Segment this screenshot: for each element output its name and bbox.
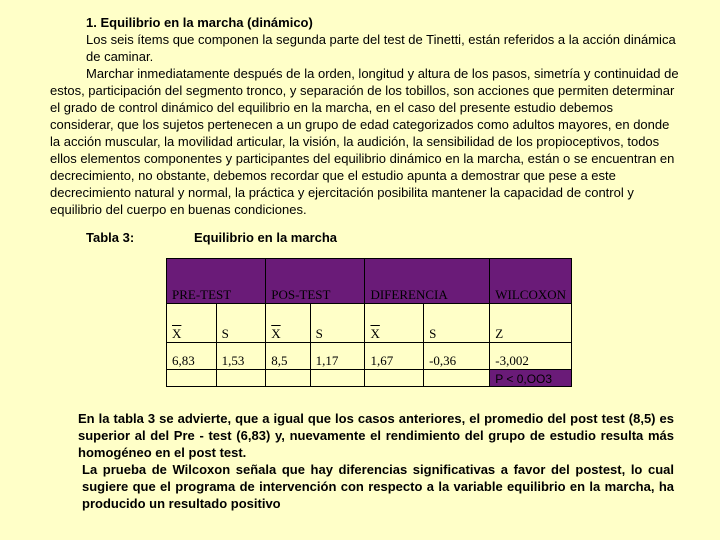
empty-cell [216,370,266,387]
value-pos-sd: 1,17 [310,343,365,370]
table-pvalue-row [167,370,572,387]
value-pre-mean: 6,83 [167,343,217,370]
value-pos-mean: 8,5 [266,343,310,370]
subheader-dif-mean: $\overline{X}$ [365,304,424,343]
empty-cell [424,370,490,387]
table-header-row [167,259,572,304]
subheader-dif-sd: S [424,304,490,343]
table-label: Tabla 3: [86,230,135,245]
subheader-pre-mean: $\overline{X}$ [167,304,217,343]
conclusion-text [78,410,674,512]
section-text [50,14,680,218]
value-z: -3,002 [490,343,572,370]
subheader-pos-mean: $\overline{X}$ [266,304,310,343]
section-intro: Los seis ítems que componen la segunda parte del test de Tinetti, están referidos a la acción dinámica de caminar. [86,32,676,64]
section-heading: 1. Equilibrio en la marcha (dinámico) [86,15,313,30]
subheader-pre-sd: S [216,304,266,343]
subheader-z: Z [490,304,572,343]
header-diferencia: DIFERENCIA [365,259,490,304]
empty-cell [167,370,217,387]
empty-cell [365,370,424,387]
subheader-pos-sd: S [310,304,365,343]
p-value: P < 0,OO3 [490,370,572,387]
empty-cell [310,370,365,387]
header-wilcoxon: WILCOXON [490,259,572,304]
section-body: Marchar inmediatamente después de la orden, longitud y altura de los pasos, simetría y continuidad de estos, participación del segmento tronco, y separación de los tobillos, son acciones que permiten determinar el grado de control dinámico del equilibrio en la marcha, en el caso del presente estudio debemos considerar, que los sujetos pertenecen a un grupo de edad categorizados como adultos mayores, en donde la acción muscular, la movilidad articular, la visión, la audición, la sensibilidad de los propioceptivos, todos ellos elementos componentes y participantes del equilibrio dinámico en la marcha, están o se encuentran en decrecimiento, no obstante, debemos recordar que el estudio apunta a demostrar que pese a este decrecimiento natural y normal, la práctica y ejercitación posibilita mantener la capacidad de control y equilibrio del cuerpo en buenas condiciones. [50,66,679,217]
header-pre-test: PRE-TEST [167,259,266,304]
table-row [167,343,572,370]
conclusion-line-2: La prueba de Wilcoxon señala que hay diferencias significativas a favor del postest, lo cual sugiere que el programa de intervención con respecto a la variable equilibrio en la marcha, ha producido un resultado positivo [82,462,674,511]
value-pre-sd: 1,53 [216,343,266,370]
value-dif-sd: -0,36 [424,343,490,370]
table-subheader-row [167,304,572,343]
empty-cell [266,370,310,387]
value-dif-mean: 1,67 [365,343,424,370]
table-title: Equilibrio en la marcha [194,230,338,245]
results-table [166,258,572,387]
header-pos-test: POS-TEST [266,259,365,304]
conclusion-line-1: En la tabla 3 se advierte, que a igual que los casos anteriores, el promedio del post test (8,5) es superior al del Pre - test (6,83) y, nuevamente el rendimiento del grupo de estudio resulta más homogéneo en el post test. [78,411,674,460]
